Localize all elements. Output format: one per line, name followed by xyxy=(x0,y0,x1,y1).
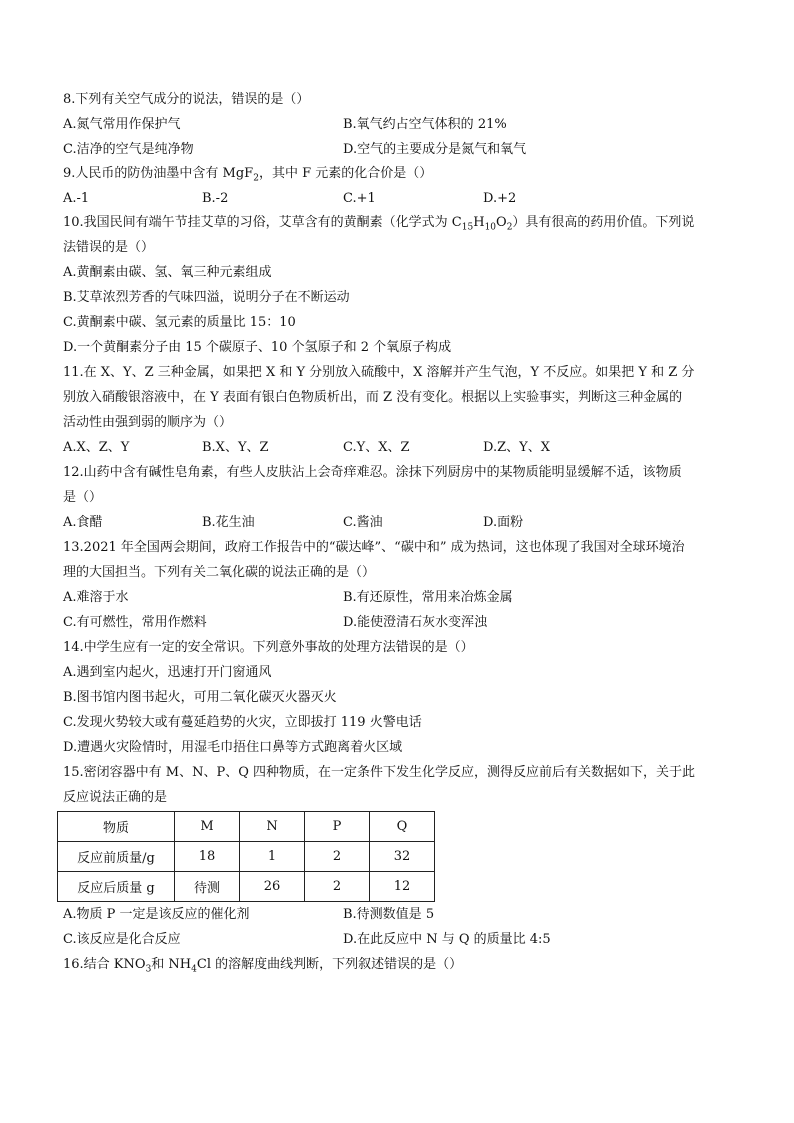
question-12-option-c: C.酱油 xyxy=(343,515,383,530)
table-row xyxy=(58,872,435,902)
question-15-stem-cont: 反应说法正确的是 xyxy=(63,790,168,805)
table-cell: P xyxy=(305,812,370,842)
question-11-option-b: B.X、Y、Z xyxy=(202,440,269,455)
table-cell: 2 xyxy=(305,872,370,902)
question-10-option-a: A.黄酮素由碳、氢、氧三种元素组成 xyxy=(63,265,272,280)
table-cell: 待测 xyxy=(175,872,240,902)
question-13-stem-cont: 理的大国担当。下列有关二氧化碳的说法正确的是（） xyxy=(63,565,376,580)
question-8-stem: 8.下列有关空气成分的说法，错误的是（） xyxy=(63,92,310,107)
table-header-row xyxy=(58,812,435,842)
question-11-stem-cont2: 活动性由强到弱的顺序为（） xyxy=(63,415,233,430)
question-14-option-d: D.遭遇火灾险情时，用湿毛巾捂住口鼻等方式跑离着火区域 xyxy=(63,740,403,755)
question-11-stem: 11.在 X、Y、Z 三种金属，如果把 X 和 Y 分别放入硫酸中，X 溶解并产生气泡，Y 不反应。如果把 Y 和 Z 分 xyxy=(63,365,695,380)
question-15-option-c: C.该反应是化合反应 xyxy=(63,932,181,947)
table-cell: 反应前质量/g xyxy=(58,842,175,872)
table-row xyxy=(58,842,435,872)
question-15-option-d: D.在此反应中 N 与 Q 的质量比 4:5 xyxy=(343,932,551,947)
question-11-option-c: C.Y、X、Z xyxy=(343,440,410,455)
question-9-stem: 9.人民币的防伪油墨中含有 MgF$_2$，其中 F 元素的化合价是（） xyxy=(63,166,433,184)
question-11-stem-cont: 别放入硝酸银溶液中，在 Y 表面有银白色物质析出，而 Z 没有变化。根据以上实验事实，判断这三种金属的 xyxy=(63,390,683,405)
table-cell: 12 xyxy=(370,872,435,902)
question-14-option-b: B.图书馆内图书起火，可用二氧化碳灭火器灭火 xyxy=(63,690,337,705)
question-8-option-b: B.氧气约占空气体积的 21% xyxy=(343,117,507,132)
table-cell: N xyxy=(240,812,305,842)
question-10-stem-cont: 法错误的是（） xyxy=(63,240,155,255)
question-9-option-a: A.-1 xyxy=(63,191,90,206)
table-cell: 32 xyxy=(370,842,435,872)
question-10-option-d: D.一个黄酮素分子由 15 个碳原子、10 个氢原子和 2 个氧原子构成 xyxy=(63,340,452,355)
question-13-option-a: A.难溶于水 xyxy=(63,590,129,605)
question-12-stem-cont: 是（） xyxy=(63,490,103,505)
question-13-option-c: C.有可燃性，常用作燃料 xyxy=(63,615,207,630)
question-11-option-a: A.X、Z、Y xyxy=(63,440,130,455)
question-15-stem: 15.密闭容器中有 M、N、P、Q 四种物质，在一定条件下发生化学反应，测得反应前后有关数据如下，关于此 xyxy=(63,765,696,780)
table-cell: 反应后质量 g xyxy=(58,872,175,902)
question-9-option-c: C.+1 xyxy=(343,191,376,206)
question-13-option-d: D.能使澄清石灰水变浑浊 xyxy=(343,615,488,630)
question-13-stem: 13.2021 年全国两会期间，政府工作报告中的“碳达峰”、“碳中和” 成为热词，这也体现了我国对全球环境治 xyxy=(63,540,685,555)
mass-data-table xyxy=(57,811,435,902)
question-15-option-a: A.物质 P 一定是该反应的催化剂 xyxy=(63,907,250,922)
question-13-option-b: B.有还原性，常用来冶炼金属 xyxy=(343,590,513,605)
question-9-option-b: B.-2 xyxy=(202,191,229,206)
table-cell: 2 xyxy=(305,842,370,872)
table-cell: 26 xyxy=(240,872,305,902)
question-8-option-d: D.空气的主要成分是氮气和氧气 xyxy=(343,142,527,157)
table-cell: 物质 xyxy=(58,812,175,842)
question-10-stem: 10.我国民间有端午节挂艾草的习俗，艾草含有的黄酮素（化学式为 $C_{15}H_{10}O_2$）具有很高的药用价值。下列说 xyxy=(63,215,695,233)
question-10-option-b: B.艾草浓烈芳香的气味四溢，说明分子在不断运动 xyxy=(63,290,350,305)
table-cell: M xyxy=(175,812,240,842)
question-14-option-c: C.发现火势较大或有蔓延趋势的火灾，立即拔打 119 火警电话 xyxy=(63,715,422,730)
question-8-option-a: A.氮气常用作保护气 xyxy=(63,117,181,132)
question-12-option-d: D.面粉 xyxy=(483,515,524,530)
table-cell: 18 xyxy=(175,842,240,872)
question-11-option-d: D.Z、Y、X xyxy=(483,440,550,455)
question-14-stem: 14.中学生应有一定的安全常识。下列意外事故的处理方法错误的是（） xyxy=(63,640,474,655)
table-cell: Q xyxy=(370,812,435,842)
question-16-stem: 16.结合 $KNO_3$和 $NH_4Cl$ 的溶解度曲线判断，下列叙述错误的是（） xyxy=(63,957,463,975)
question-12-option-a: A.食醋 xyxy=(63,515,103,530)
question-9-option-d: D.+2 xyxy=(483,191,517,206)
question-15-option-b: B.待测数值是 5 xyxy=(343,907,435,922)
question-12-option-b: B.花生油 xyxy=(202,515,255,530)
question-10-option-c: C.黄酮素中碳、氢元素的质量比 15：10 xyxy=(63,315,296,330)
question-12-stem: 12.山药中含有碱性皂角素，有些人皮肤沾上会奇痒难忍。涂抹下列厨房中的某物质能明显缓解不适，该物质 xyxy=(63,465,682,480)
table-cell: 1 xyxy=(240,842,305,872)
question-14-option-a: A.遇到室内起火，迅速打开门窗通风 xyxy=(63,665,272,680)
question-8-option-c: C.洁净的空气是纯净物 xyxy=(63,142,194,157)
